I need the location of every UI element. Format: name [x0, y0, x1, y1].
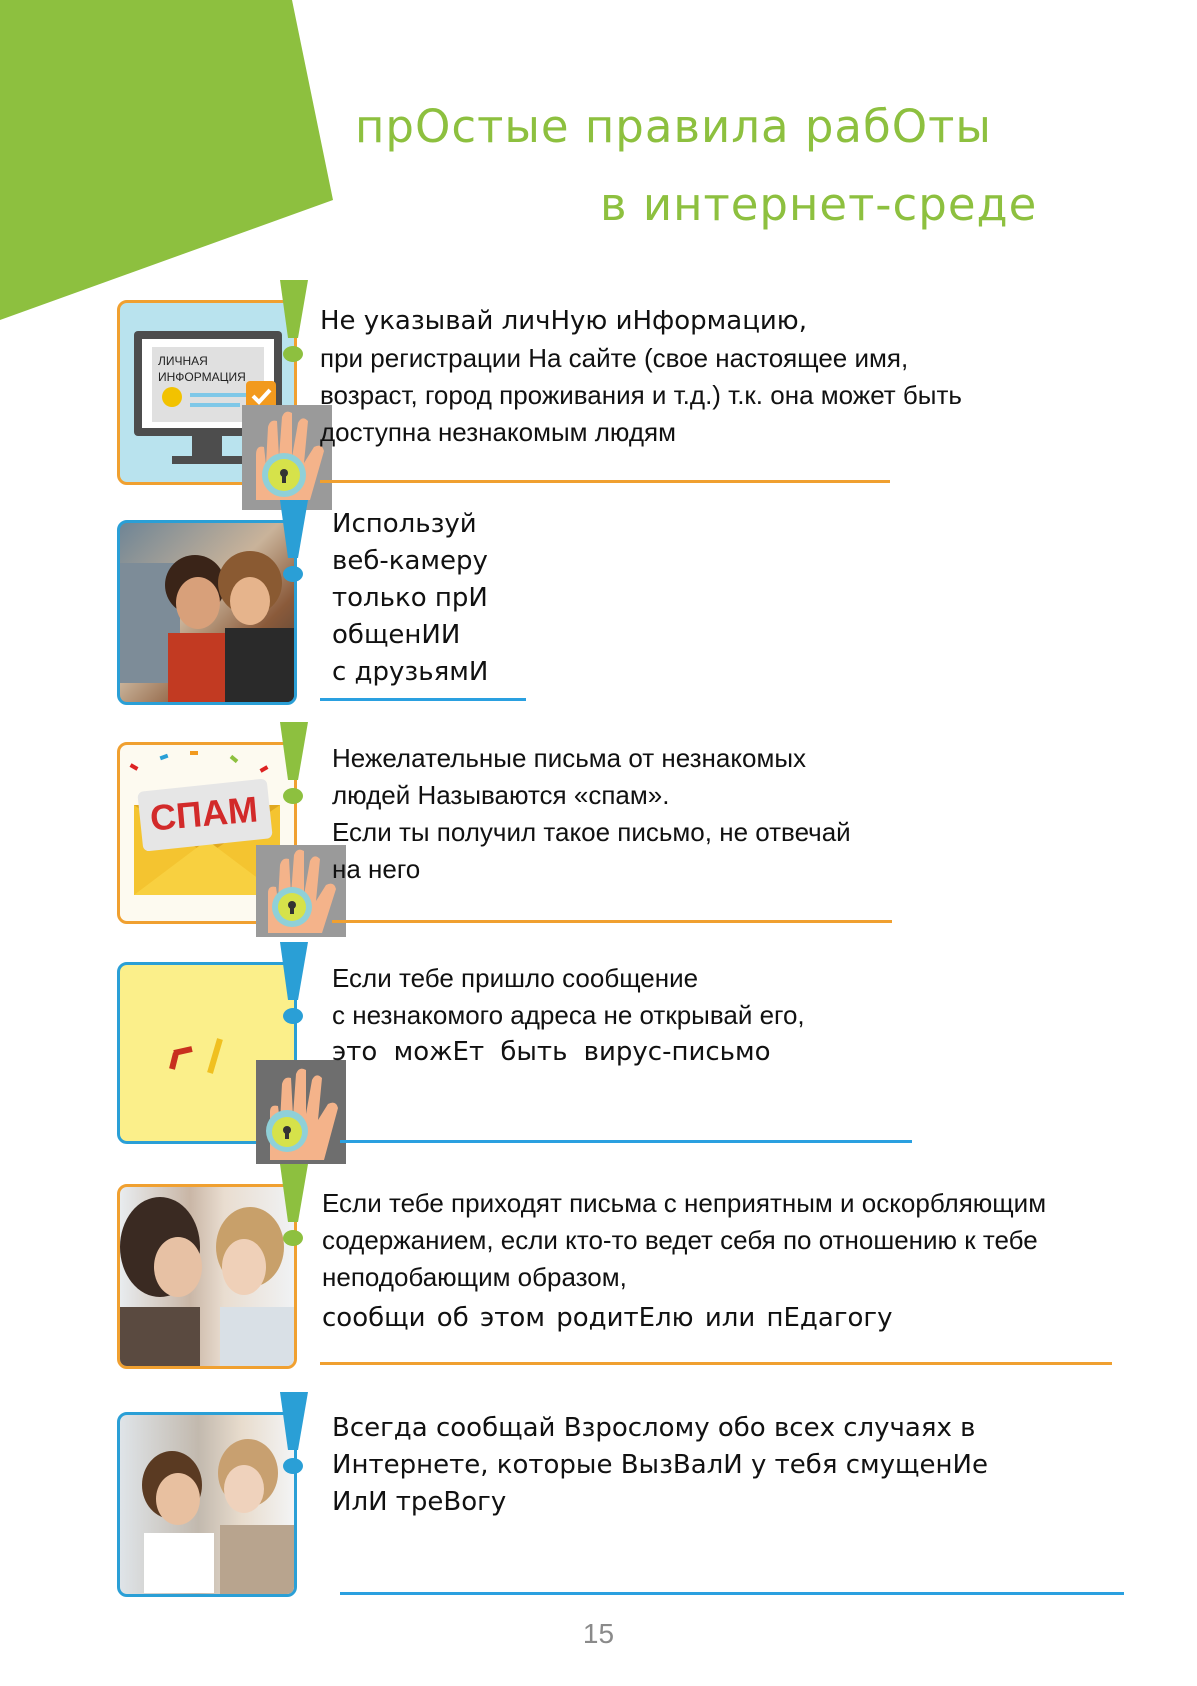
exclamation-icon — [276, 500, 312, 590]
exclamation-icon — [276, 1164, 312, 1254]
divider-4 — [340, 1140, 912, 1143]
page-title-line-1: прОстые правила рабОты — [355, 100, 992, 153]
child-with-adult-image — [120, 1415, 294, 1594]
personal-info-label: ЛИЧНАЯ ИНФОРМАЦИЯ — [158, 354, 246, 384]
divider-1 — [320, 480, 890, 483]
divider-6 — [340, 1592, 1124, 1595]
rule-3-text: Нежелательные письма от незнакомых людей Называются «спам». Если ты получил такое письмо, не отвечай на него — [332, 743, 851, 884]
rule-5-text: Если тебе приходят письма с неприятным и оскорбляющим содержанием, если кто-то ведет себя по отношению к тебе неподобающим образом, сообщи об этом родитЕлю или пЕдагогу — [322, 1188, 1047, 1333]
page-title-line-2: в интернет-среде — [600, 178, 1038, 231]
exclamation-icon — [276, 280, 312, 370]
mother-and-daughter-image — [120, 1187, 294, 1366]
divider-3 — [332, 920, 892, 923]
hand-lock-icon — [242, 405, 332, 510]
rule-4-text: Если тебе пришло сообщение с незнакомого адреса не открывай его, это можЕт быть вирус-письмо — [332, 963, 805, 1067]
page-number: 15 — [582, 1618, 615, 1649]
exclamation-icon — [276, 1392, 312, 1482]
rule-2-text: Используй веб-камеру только прИ общенИИ с друзьямИ — [332, 509, 489, 687]
teens-at-computer-image — [120, 523, 294, 702]
webcam-photo — [117, 520, 297, 705]
divider-2 — [320, 698, 526, 701]
divider-5 — [320, 1362, 1112, 1365]
adult-child-photo — [117, 1412, 297, 1597]
exclamation-icon — [276, 942, 312, 1032]
hand-lock-icon — [256, 1060, 346, 1164]
rule-6-text: Всегда сообщай Взрослому обо всех случаях в Интернете, которые ВызВалИ у тебя смущенИе ИлИ треВогу — [332, 1413, 988, 1517]
mother-daughter-photo — [117, 1184, 297, 1369]
rule-1-text: Не указывай личНую иНформацию, при регистрации На сайте (свое настоящее имя, возраст, город проживания и т.д.) т.к. она может быть доступна незнакомым людям — [320, 306, 962, 447]
exclamation-icon — [276, 722, 312, 812]
spam-label: СПАМ — [148, 788, 260, 839]
